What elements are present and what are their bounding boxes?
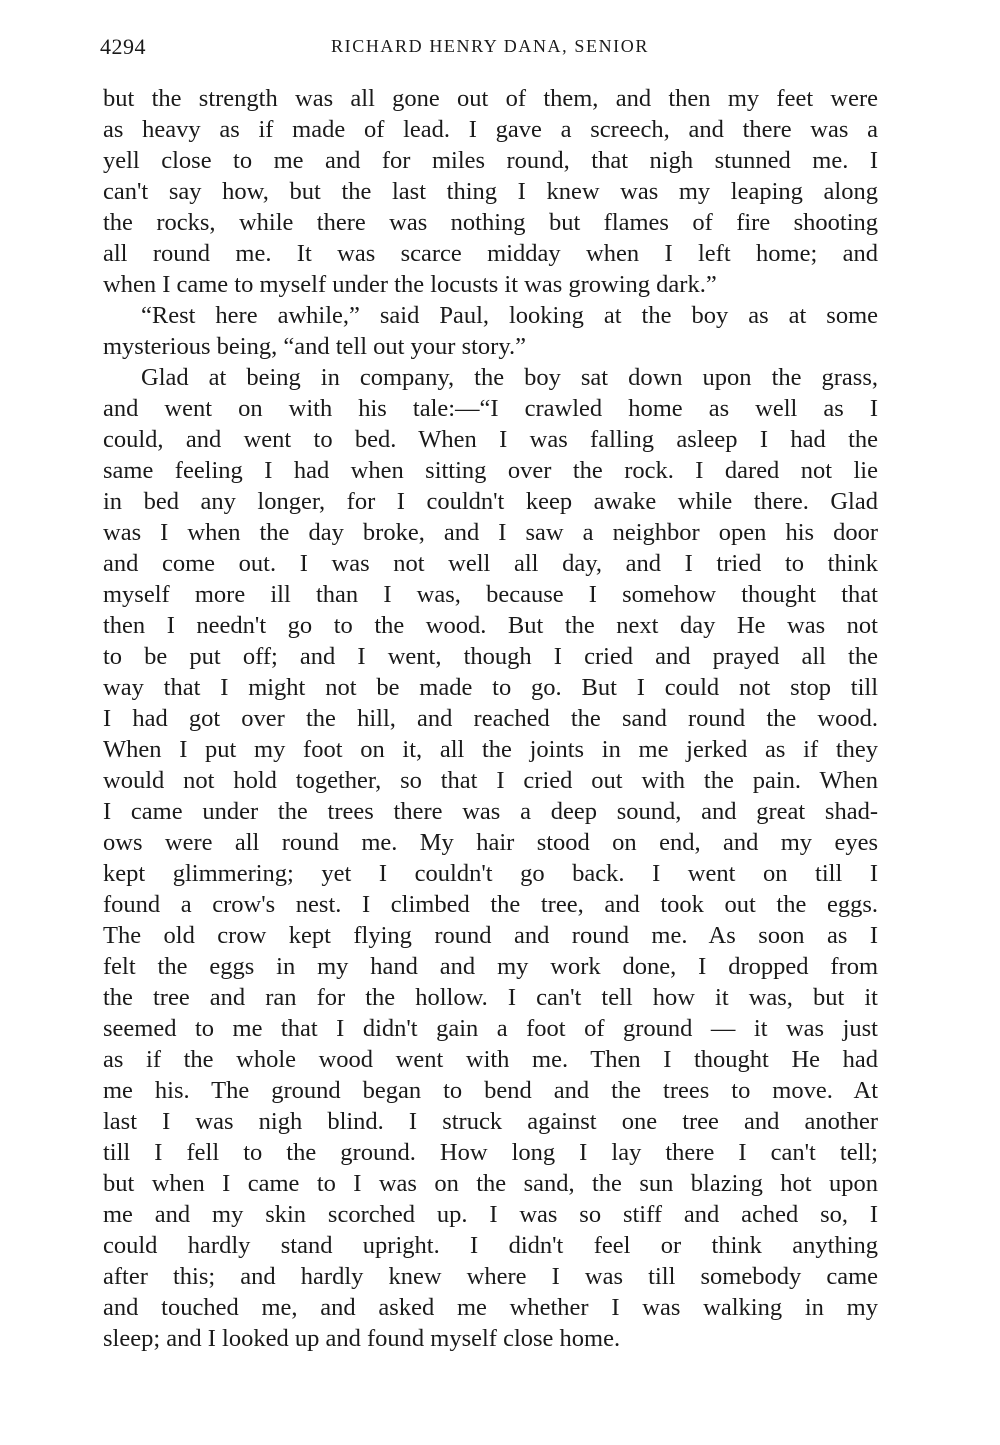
text-line: ows were all round me. My hair stood on end, and my eyes [103, 829, 878, 856]
text-line: I had got over the hill, and reached the sand round the wood. [103, 705, 878, 732]
running-head [100, 32, 880, 62]
text-line: Glad at being in company, the boy sat down upon the grass, [141, 364, 878, 391]
text-line: myself more ill than I was, because I somehow thought that [103, 581, 878, 608]
text-line: then I needn't go to the wood. But the next day He was not [103, 612, 878, 639]
text-line: When I put my foot on it, all the joints in me jerked as if they [103, 736, 878, 763]
text-line: same feeling I had when sitting over the rock. I dared not lie [103, 457, 878, 484]
text-line: seemed to me that I didn't gain a foot of ground — it was just [103, 1015, 878, 1042]
text-line: yell close to me and for miles round, that nigh stunned me. I [103, 147, 878, 174]
text-line: me and my skin scorched up. I was so stiff and ached so, I [103, 1201, 878, 1228]
text-line: sleep; and I looked up and found myself close home. [103, 1325, 621, 1352]
page-number: 4294 [100, 34, 146, 59]
text-line: “Rest here awhile,” said Paul, looking at the boy as at some [141, 302, 878, 329]
text-line: found a crow's nest. I climbed the tree, and took out the eggs. [103, 891, 878, 918]
text-line: and touched me, and asked me whether I was walking in my [103, 1294, 878, 1321]
running-title: RICHARD HENRY DANA, SENIOR [331, 36, 649, 56]
text-line: kept glimmering; yet I couldn't go back. I went on till I [103, 860, 878, 887]
text-line: me his. The ground began to bend and the trees to move. At [103, 1077, 878, 1104]
text-line: but the strength was all gone out of them, and then my feet were [103, 85, 878, 112]
text-line: way that I might not be made to go. But I could not stop till [103, 674, 878, 701]
text-line: when I came to myself under the locusts it was growing dark.” [103, 271, 717, 298]
text-line: as if the whole wood went with me. Then I thought He had [103, 1046, 878, 1073]
text-line: the rocks, while there was nothing but flames of fire shooting [103, 209, 878, 236]
text-line: but when I came to I was on the sand, the sun blazing hot upon [103, 1170, 878, 1197]
body-text [103, 83, 878, 1354]
text-line: could hardly stand upright. I didn't feel or think anything [103, 1232, 878, 1259]
text-line: the tree and ran for the hollow. I can't tell how it was, but it [103, 984, 878, 1011]
text-line: was I when the day broke, and I saw a neighbor open his door [103, 519, 878, 546]
text-line: after this; and hardly knew where I was till somebody came [103, 1263, 878, 1290]
text-line: till I fell to the ground. How long I lay there I can't tell; [103, 1139, 878, 1166]
text-line: felt the eggs in my hand and my work done, I dropped from [103, 953, 878, 980]
text-line: last I was nigh blind. I struck against one tree and another [103, 1108, 878, 1135]
text-line: I came under the trees there was a deep sound, and great shad- [103, 798, 878, 825]
text-line: The old crow kept flying round and round me. As soon as I [103, 922, 878, 949]
text-line: all round me. It was scarce midday when I left home; and [103, 240, 878, 267]
text-line: and went on with his tale:—“I crawled home as well as I [103, 395, 878, 422]
text-line: would not hold together, so that I cried out with the pain. When [103, 767, 878, 794]
text-line: and come out. I was not well all day, and I tried to think [103, 550, 878, 577]
text-line: in bed any longer, for I couldn't keep awake while there. Glad [103, 488, 878, 515]
text-line: can't say how, but the last thing I knew was my leaping along [103, 178, 878, 205]
text-line: mysterious being, “and tell out your story.” [103, 333, 526, 360]
text-line: as heavy as if made of lead. I gave a screech, and there was a [103, 116, 878, 143]
text-line: to be put off; and I went, though I cried and prayed all the [103, 643, 878, 670]
text-line: could, and went to bed. When I was falling asleep I had the [103, 426, 878, 453]
